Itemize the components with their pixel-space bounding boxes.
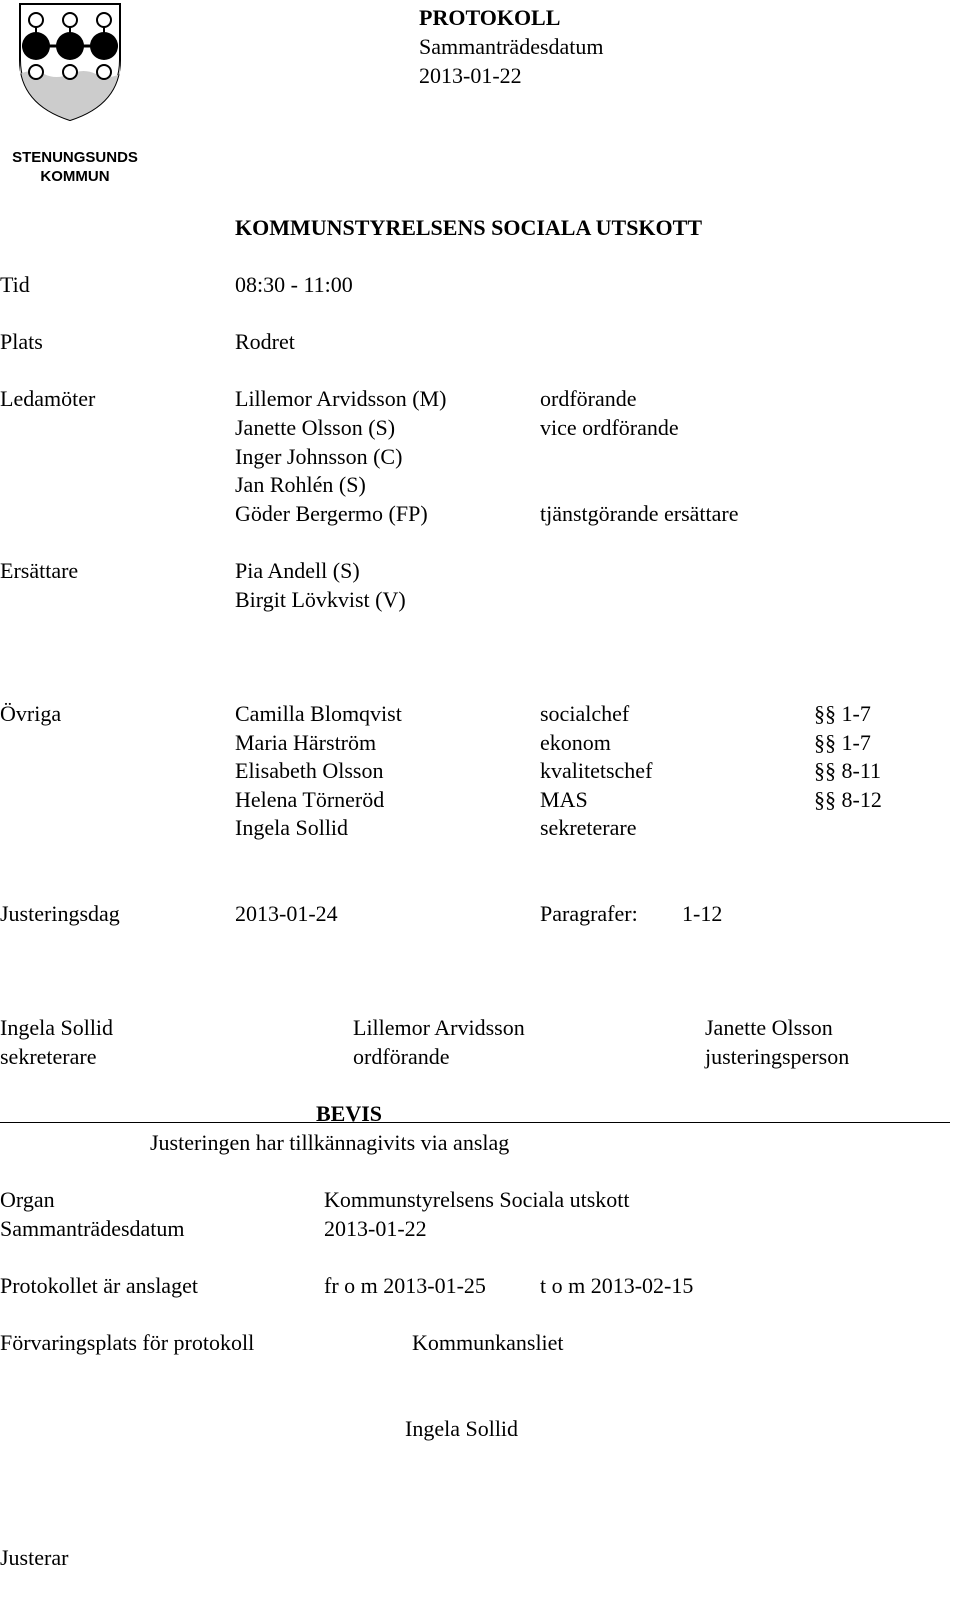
substitute-name: Pia Andell (S) <box>235 558 360 583</box>
other-paragraphs: §§ 8-12 <box>814 787 882 812</box>
place-label: Plats <box>0 329 43 354</box>
member-name: Inger Johnsson (C) <box>235 444 403 469</box>
posted-to: t o m 2013-02-15 <box>540 1273 694 1298</box>
signature-role: justeringsperson <box>705 1044 850 1069</box>
member-role: tjänstgörande ersättare <box>540 501 739 526</box>
committee-title: KOMMUNSTYRELSENS SOCIALA UTSKOTT <box>235 215 702 240</box>
other-name: Ingela Sollid <box>235 815 349 840</box>
paragraphs-label: Paragrafer: <box>540 901 638 926</box>
adjustment-day-value: 2013-01-24 <box>235 901 338 926</box>
other-name: Helena Törneröd <box>235 787 385 812</box>
time-label: Tid <box>0 272 30 297</box>
municipality-coat-of-arms-logo <box>18 2 122 122</box>
adjustment-day-label: Justeringsdag <box>0 901 120 926</box>
signature-name: Janette Olsson <box>705 1015 833 1040</box>
storage-value: Kommunkansliet <box>412 1330 564 1355</box>
other-role: kvalitetschef <box>540 758 653 783</box>
meeting-date: 2013-01-22 <box>419 63 522 88</box>
member-name: Jan Rohlén (S) <box>235 472 366 497</box>
meeting-date-label: Sammanträdesdatum <box>419 34 604 59</box>
organ-value: Kommunstyrelsens Sociala utskott <box>324 1187 630 1212</box>
certificate-date-label: Sammanträdesdatum <box>0 1216 185 1241</box>
certificate-signer: Ingela Sollid <box>405 1416 519 1441</box>
certificate-title: BEVIS <box>316 1101 383 1126</box>
other-role: MAS <box>540 787 588 812</box>
certificate-date-value: 2013-01-22 <box>324 1216 427 1241</box>
other-paragraphs: §§ 1-7 <box>814 701 871 726</box>
substitute-name: Birgit Lövkvist (V) <box>235 587 406 612</box>
other-role: socialchef <box>540 701 630 726</box>
organization-name-line1: STENUNGSUNDS <box>12 149 138 166</box>
signature-name: Ingela Sollid <box>0 1015 114 1040</box>
place-value: Rodret <box>235 329 295 354</box>
signature-name: Lillemor Arvidsson <box>353 1015 525 1040</box>
organ-label: Organ <box>0 1187 55 1212</box>
other-role: sekreterare <box>540 815 637 840</box>
adjuster-label: Justerar <box>0 1545 69 1570</box>
posted-from: fr o m 2013-01-25 <box>324 1273 486 1298</box>
other-name: Maria Härström <box>235 730 377 755</box>
other-name: Camilla Blomqvist <box>235 701 402 726</box>
other-paragraphs: §§ 1-7 <box>814 730 871 755</box>
member-name: Lillemor Arvidsson (M) <box>235 386 447 411</box>
others-label: Övriga <box>0 701 62 726</box>
paragraphs-value: 1-12 <box>682 901 723 926</box>
member-role: ordförande <box>540 386 637 411</box>
member-name: Göder Bergermo (FP) <box>235 501 428 526</box>
signature-role: ordförande <box>353 1044 450 1069</box>
storage-label: Förvaringsplats för protokoll <box>0 1330 255 1355</box>
signature-role: sekreterare <box>0 1044 97 1069</box>
time-value: 08:30 - 11:00 <box>235 272 353 297</box>
organization-name <box>0 148 150 186</box>
divider-line <box>0 1122 950 1123</box>
organization-name-line2: KOMMUN <box>40 168 110 185</box>
members-label: Ledamöter <box>0 386 96 411</box>
other-paragraphs: §§ 8-11 <box>814 758 882 783</box>
substitutes-label: Ersättare <box>0 558 79 583</box>
other-name: Elisabeth Olsson <box>235 758 384 783</box>
member-name: Janette Olsson (S) <box>235 415 396 440</box>
certificate-subtitle: Justeringen har tillkännagivits via anslag <box>150 1130 510 1155</box>
member-role: vice ordförande <box>540 415 679 440</box>
document-type: PROTOKOLL <box>419 5 561 30</box>
other-role: ekonom <box>540 730 611 755</box>
posted-label: Protokollet är anslaget <box>0 1273 198 1298</box>
